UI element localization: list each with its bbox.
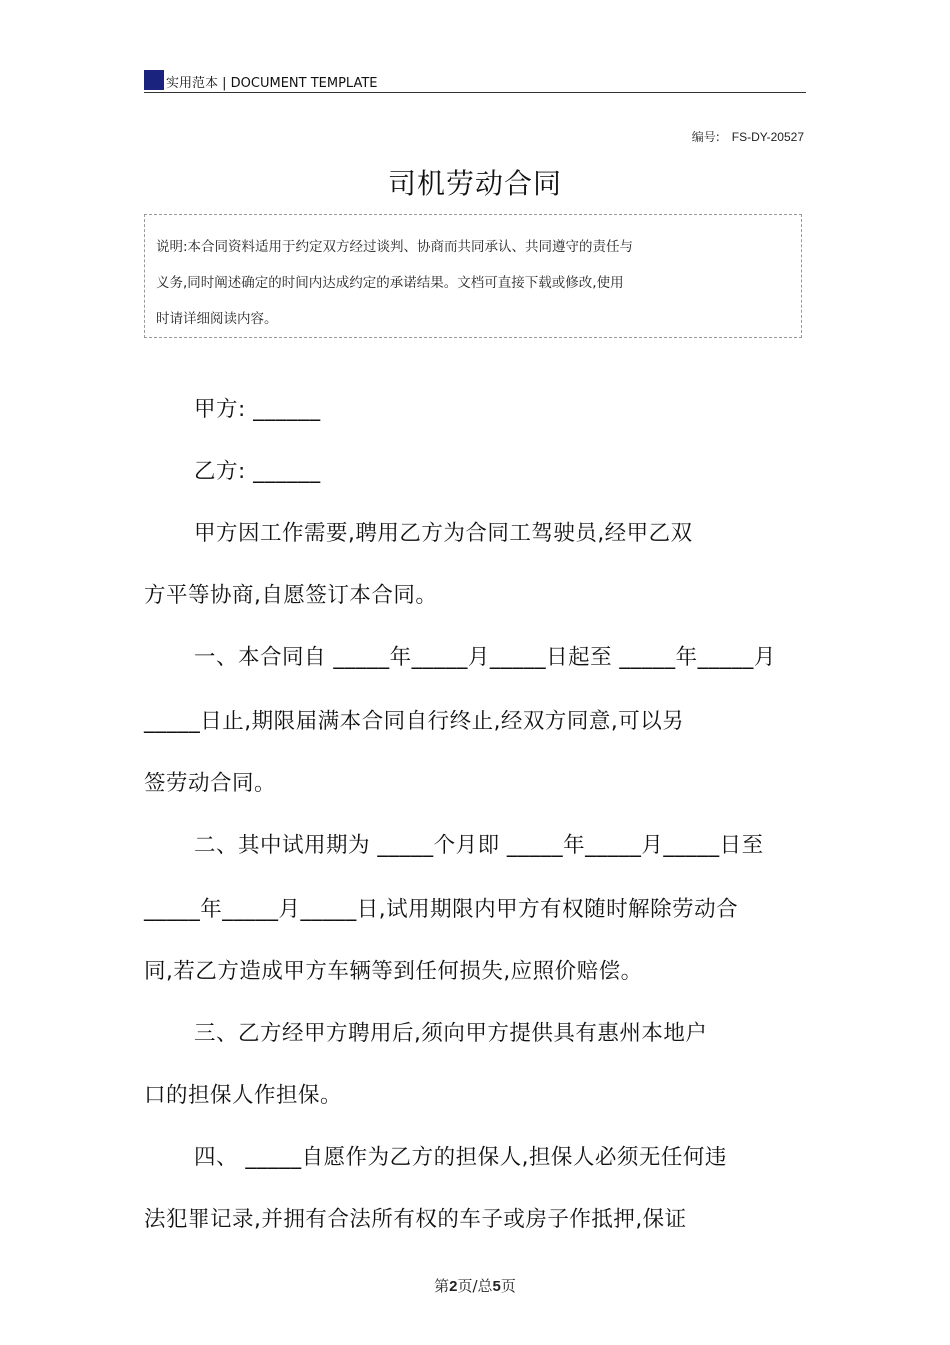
clause-2-line: 二、其中试用期为 _____个月即 _____年_____月_____日至 (194, 833, 764, 858)
body-line: _____年_____月_____日,试用期限内甲方有权随时解除劳动合 (144, 897, 739, 922)
doc-number-value: FS-DY-20527 (731, 130, 804, 144)
clause-1-line: 一、本合同自 _____年_____月_____日起至 _____年_____月 (194, 645, 776, 670)
party-b-line: 乙方: ______ (194, 459, 321, 484)
body-line: 签劳动合同。 (144, 771, 277, 796)
body-line: 法犯罪记录,并拥有合法所有权的车子或房子作抵押,保证 (144, 1207, 687, 1232)
body-line: _____日止,期限届满本合同自行终止,经双方同意,可以另 (144, 709, 685, 734)
document-header (144, 68, 806, 93)
body-line: 同,若乙方造成甲方车辆等到任何损失,应照价赔偿。 (144, 959, 643, 984)
header-label: 实用范本 | DOCUMENT TEMPLATE (166, 76, 378, 91)
total-pages: 5 (492, 1278, 501, 1295)
logo-square-icon (144, 70, 164, 90)
current-page: 2 (449, 1278, 458, 1295)
body-line: 口的担保人作担保。 (144, 1083, 343, 1108)
party-a-line: 甲方: ______ (194, 397, 321, 422)
description-line: 义务,同时阐述确定的时间内达成约定的承诺结果。文档可直接下载或修改,使用 (156, 275, 624, 291)
clause-3-line: 三、乙方经甲方聘用后,须向甲方提供具有惠州本地户 (194, 1021, 708, 1046)
clause-4-line: 四、 _____自愿作为乙方的担保人,担保人必须无任何违 (194, 1145, 727, 1170)
page-title: 司机劳动合同 (387, 167, 562, 200)
page-middle: 页/总 (457, 1277, 493, 1295)
doc-number-label: 编号: (691, 130, 720, 144)
description-line: 时请详细阅读内容。 (156, 311, 278, 327)
document-number (692, 128, 804, 145)
page-indicator (0, 1275, 950, 1296)
description-box (144, 214, 802, 338)
body-line: 甲方因工作需要,聘用乙方为合同工驾驶员,经甲乙双 (194, 521, 693, 546)
description-line: 说明:本合同资料适用于约定双方经过谈判、协商而共同承认、共同遵守的责任与 (156, 239, 634, 255)
page-suffix: 页 (500, 1277, 516, 1295)
page-prefix: 第 (434, 1277, 450, 1295)
body-line: 方平等协商,自愿签订本合同。 (144, 583, 438, 608)
